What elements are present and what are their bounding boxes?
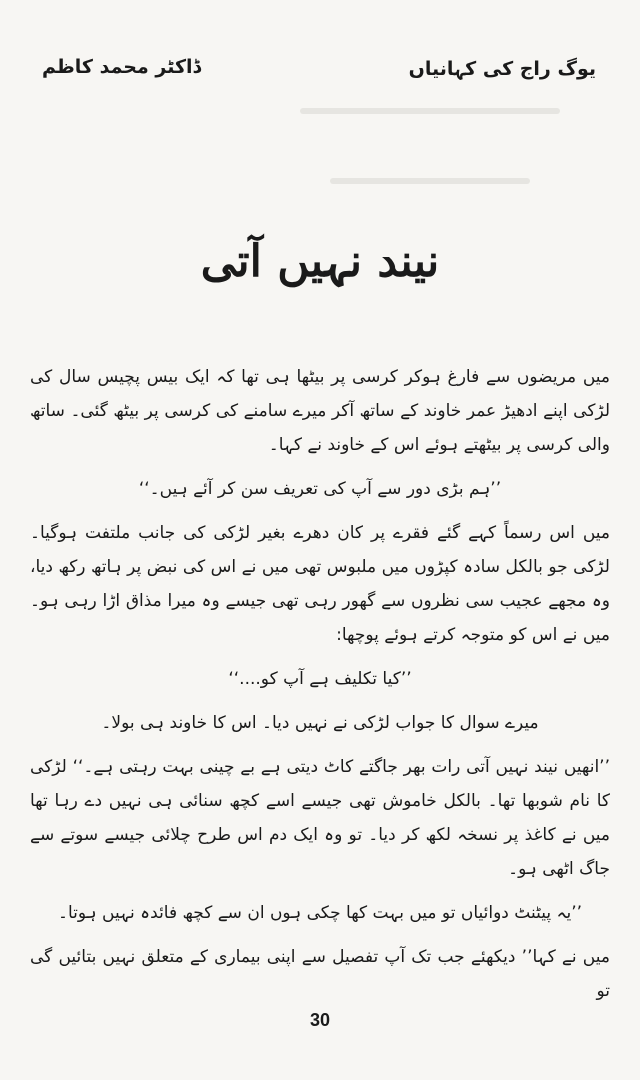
show-through-mark: [330, 178, 530, 184]
paragraph: ’’ہم بڑی دور سے آپ کی تعریف سن کر آئے ہیں۔‘‘: [138, 479, 502, 499]
running-header-book-title: یوگ راج کی کہانیاں: [408, 58, 596, 80]
paragraph: ’’یہ پیٹنٹ دوائیاں تو میں بہت کھا چکی ہوں ان سے کچھ فائدہ نہیں ہوتا۔: [58, 903, 582, 923]
page-number: 30: [309, 1010, 331, 1030]
paragraph: میرے سوال کا جواب لڑکی نے نہیں دیا۔ اس کا خاوند ہی بولا۔: [101, 713, 539, 733]
paragraph: ’’کیا تکلیف ہے آپ کو....‘‘: [228, 669, 412, 689]
story-body: [30, 360, 610, 1008]
paragraph: میں اس رسماً کہے گئے فقرے پر کان دھرے بغیر لڑکی کی جانب ملتفت ہوگیا۔ لڑکی جو بالکل سادہ کپڑوں میں ملبوس تھی میں نے اس کی نبض پر ہاتھ رکھ دیا، وہ مجھے عجیب سی نظروں سے گھور رہی تھی جیسے وہ میرا مذاق اڑا رہی ہو۔ میں نے اس کو متوجہ کرتے ہوئے پوچھا:: [30, 523, 610, 645]
story-title: نیند نہیں آتی: [200, 236, 440, 287]
paragraph: میں نے کہا’’ دیکھئے جب تک آپ تفصیل سے اپنی بیماری کے متعلق نہیں بتائیں گی تو: [30, 947, 610, 1001]
paragraph: ’’انھیں نیند نہیں آتی رات بھر جاگتے کاٹ دیتی ہے بے چینی بہت رہتی ہے۔‘‘ لڑکی کا نام شوبھا تھا۔ بالکل خاموش تھی جیسے اسے کچھ سنائی ہی نہیں دے رہا تھا میں نے کاغذ پر نسخہ لکھ کر دیا۔ تو وہ ایک دم اس طرح چلائی جیسے سوتے سے جاگ اٹھی ہو۔: [30, 757, 610, 879]
show-through-mark: [300, 108, 560, 114]
running-header-author: ڈاکٹر محمد کاظم: [42, 56, 201, 78]
paragraph: میں مریضوں سے فارغ ہوکر کرسی پر بیٹھا ہی تھا کہ ایک بیس پچیس سال کی لڑکی اپنے ادھیڑ عمر خاوند کے ساتھ آکر میرے سامنے کی کرسی پر بیٹھ گئی۔ ساتھ والی کرسی پر بیٹھتے ہوئے اس کے خاوند نے کہا۔: [30, 367, 610, 455]
